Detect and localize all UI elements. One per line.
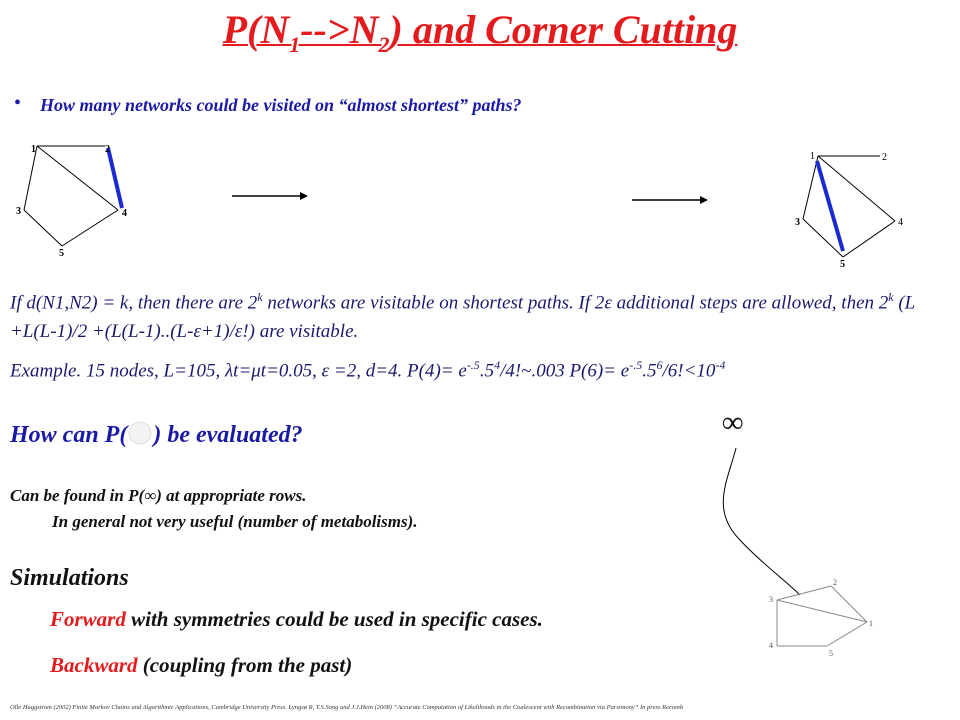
bullet-symbol: • bbox=[14, 92, 22, 114]
node-label: 3 bbox=[769, 595, 773, 604]
forward-line: Forward with symmetries could be used in specific cases. bbox=[50, 607, 543, 631]
graph-right bbox=[785, 145, 915, 270]
blank-placeholder-icon bbox=[127, 420, 153, 446]
highlighted-edge bbox=[817, 161, 843, 251]
slide-title: $P(N_1-->N_2)$ and Corner Cutting bbox=[222, 7, 738, 57]
node-label: 4 bbox=[769, 641, 773, 650]
arrow-right-icon bbox=[230, 188, 310, 204]
node-label: 2 bbox=[105, 144, 110, 155]
example-text: Example. 15 nodes, L=105, λt=μt=0.05, ε =2, d=4. $P(4)= e^{-.5}.5^4/4!\sim.003$ $P(6)= e^{-.5}.5^6/6!<10^{-4}$ bbox=[10, 358, 726, 382]
node-label: 1 bbox=[31, 144, 36, 155]
reference-text: Olle Haggstrom (2002) Finite Markov Chains and Algorithmic Applications, Cambridge University Press. Lyngsø R, Y.S.Song and J.J.Hein (2008) “Accurate Computation of Likelihoods in the Coalescent with Recombination via Parsimony” In press Recomb bbox=[10, 704, 684, 711]
node-label: 4 bbox=[898, 217, 903, 228]
bullet-question: How many networks could be visited on “almost shortest” paths? bbox=[40, 95, 522, 115]
node-label: 5 bbox=[59, 248, 64, 259]
node-label: 4 bbox=[122, 208, 127, 219]
highlighted-edge bbox=[108, 148, 122, 208]
backward-label: Backward bbox=[50, 653, 138, 677]
found-text: Can be found in P(∞) at appropriate rows. bbox=[10, 486, 307, 505]
general-text: In general not very useful (number of metabolisms). bbox=[52, 512, 418, 531]
graph-bottom bbox=[765, 578, 885, 658]
forward-label: Forward bbox=[50, 607, 126, 631]
node-label: 5 bbox=[829, 649, 833, 658]
node-label: 5 bbox=[840, 259, 845, 270]
node-label: 3 bbox=[795, 217, 800, 228]
backward-line: Backward (coupling from the past) bbox=[50, 653, 353, 677]
node-label: 1 bbox=[869, 619, 873, 628]
node-label: 2 bbox=[882, 152, 887, 163]
visitable-networks-text: If d(N1,N2) = k, then there are 2$^k$ networks are visitable on shortest paths. If 2ε additional steps are allowed, then 2$^k$ (L +L(L-1)/2 +(L(L-1)..(L-ε+1)/ε!) are visitable. bbox=[10, 290, 915, 343]
arrow-right-icon bbox=[630, 192, 710, 208]
evaluation-question: How can P( ) be evaluated? bbox=[10, 422, 303, 448]
connector-curve bbox=[700, 440, 820, 600]
graph-left bbox=[10, 138, 140, 263]
node-label: 1 bbox=[810, 151, 815, 162]
node-label: 3 bbox=[16, 206, 21, 217]
simulations-heading: Simulations bbox=[10, 565, 129, 591]
infinity-symbol: ∞ bbox=[722, 406, 744, 439]
node-label: 2 bbox=[833, 578, 837, 587]
